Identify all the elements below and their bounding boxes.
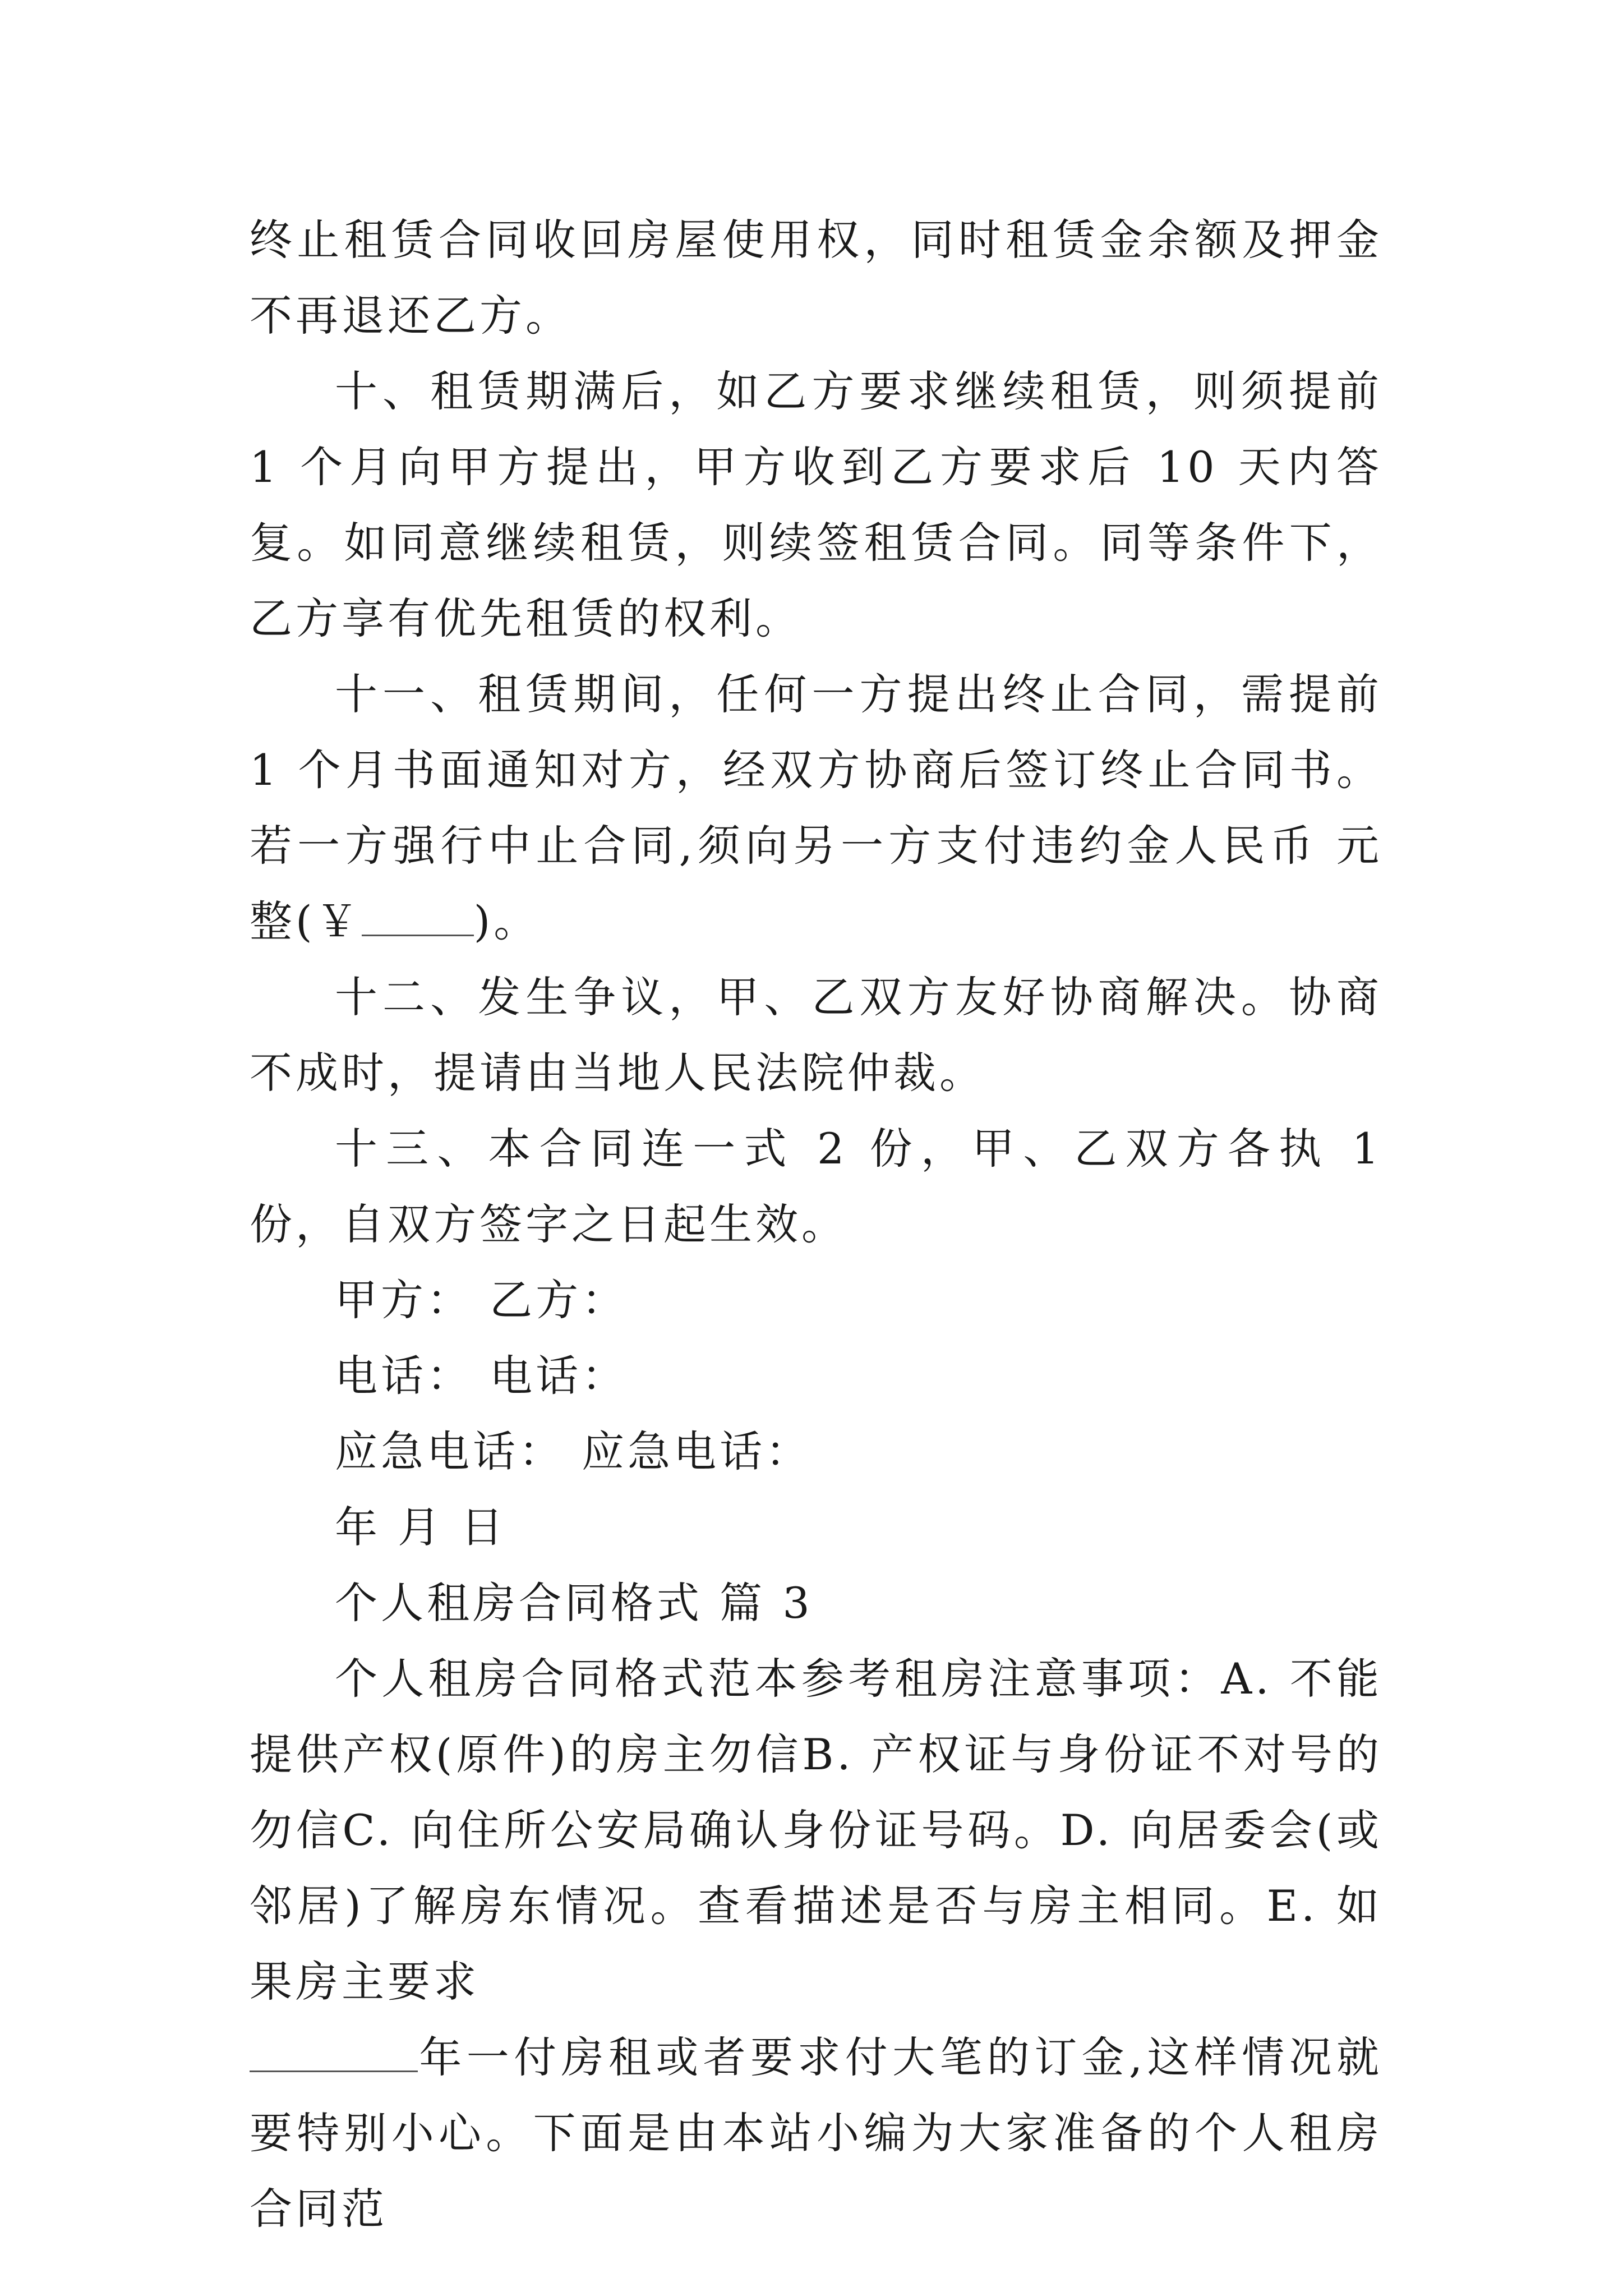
paragraph-clause-10 — [250, 353, 1382, 656]
signature-phone — [250, 1338, 1382, 1414]
paragraph-text: 十、租赁期满后，如乙方要求继续租赁，则须提前 1 个月向甲方提出，甲方收到乙方要求后 10 天内答复。如同意继续租赁，则续签租赁合同。同等条件下，乙方享有优先租赁的权利。 — [250, 366, 1382, 643]
blank-years-line — [250, 2031, 418, 2072]
document-body — [250, 202, 1382, 2247]
paragraph-text: 个人租房合同格式 篇 3 — [335, 1578, 813, 1628]
paragraph-clause-13 — [250, 1111, 1382, 1262]
paragraph-text: 应急电话： 应急电话： — [335, 1427, 812, 1476]
paragraph-text: 个人租房合同格式范本参考租房注意事项：A. 不能提供产权(原件)的房主勿信B. 产权证与身份证不对号的勿信C. 向住所公安局确认身份证号码。D. 向居委会(或邻居)了解房东情况。查看描述是否与房主相同。E. 如果房主要求 — [250, 1654, 1382, 2007]
paragraph-text: 十三、本合同连一式 2 份，甲、乙双方各执 1 份，自双方签字之日起生效。 — [250, 1124, 1382, 1249]
paragraph-clause-12 — [250, 959, 1382, 1111]
paragraph-clause-11 — [250, 656, 1382, 959]
paragraph-text: 十二、发生争议，甲、乙双方友好协商解决。协商不成时，提请由当地人民法院仲裁。 — [250, 972, 1382, 1098]
section-heading — [250, 1565, 1382, 1641]
paragraph-notes — [250, 1641, 1382, 2247]
paragraph-text: 电话： 电话： — [335, 1351, 628, 1401]
signature-emergency-phone — [250, 1414, 1382, 1489]
paragraph-text: 十一、租赁期间，任何一方提出终止合同，需提前 1 个月书面通知对方，经双方协商后签订终止合同书。若一方强行中止合同,须向另一方支付违约金人民币 元整(￥ — [250, 669, 1382, 946]
signature-date — [250, 1489, 1382, 1565]
paragraph-continuation — [250, 202, 1382, 353]
signature-parties — [250, 1262, 1382, 1338]
paragraph-text: 年 月 日 — [335, 1502, 507, 1552]
paragraph-text: 甲方： 乙方： — [335, 1275, 628, 1325]
paragraph-text: 终止租赁合同收回房屋使用权，同时租赁金余额及押金不再退还乙方。 — [250, 215, 1382, 341]
paragraph-text: 年一付房租或者要求付大笔的订金,这样情况就要特别小心。下面是由本站小编为大家准备的个人租房合同范 — [250, 2032, 1382, 2234]
paragraph-text: )。 — [473, 896, 540, 946]
blank-amount-line — [362, 895, 474, 936]
